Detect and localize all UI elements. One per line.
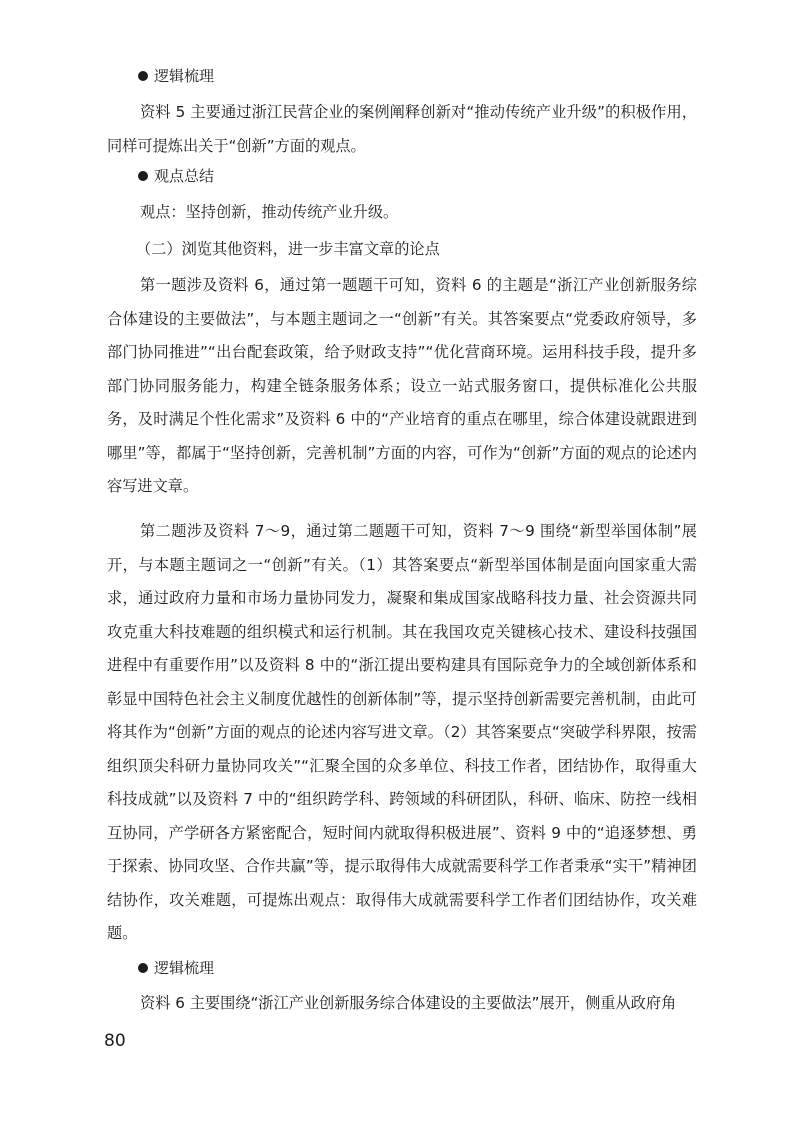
logic-review-heading-2 [138,958,214,978]
viewpoint-summary-text: 观点：坚持创新，推动传统产业升级。 [140,203,399,221]
logic-review-paragraph-2: 资料 6 主要围绕“浙江产业创新服务综合体建设的主要做法”展开，侧重从政府角 [140,994,677,1012]
logic-review-paragraph-1: 资料 5 主要通过浙江民营企业的案例阐释创新对“推动传统产业升级”的积极作用，同样可提炼出关于“创新”方面的观点。 [107,103,697,155]
heading-text: 逻辑梳理 [154,67,215,85]
heading-text: 观点总结 [154,167,215,185]
page-number: 80 [104,1031,126,1051]
heading-text: 逻辑梳理 [154,959,215,977]
subsection-title: （二）浏览其他资料，进一步丰富文章的论点 [136,240,440,258]
bullet-icon [138,963,148,973]
paragraph-material-6: 第一题涉及资料 6，通过第一题题干可知，资料 6 的主题是“浙江产业创新服务综合体建设的主要做法”，与本题主题词之一“创新”有关。其答案要点“党委政府领导，多部门协同推进”“出台配套政策，给予财政支持”“优化营商环境。运用科技手段，提升多部门协同服务能力，构建全链条服务体系；设立一站式服务窗口，提供标准化公共服务，及时满足个性化需求”及资料 6 中的“产业培育的重点在哪里，综合体建设就跟进到哪里”等，都属于“坚持创新，完善机制”方面的内容，可作为“创新”方面的观点的论述内容写进文章。 [107,276,697,495]
logic-review-heading-1 [138,66,214,86]
paragraph-materials-7-9: 第二题涉及资料 7～9，通过第二题题干可知，资料 7～9 围绕“新型举国体制”展开，与本题主题词之一“创新”有关。（1）其答案要点“新型举国体制是面向国家重大需求，通过政府力量和市场力量协同发力，凝聚和集成国家战略科技力量、社会资源共同攻克重大科技难题的组织模式和运行机制。其在我国攻克关键核心技术、建设科技强国进程中有重要作用”以及资料 8 中的“浙江提出要构建具有国际竞争力的全域创新体系和彰显中国特色社会主义制度优越性的创新体制”等，提示坚持创新需要完善机制，由此可将其作为“创新”方面的观点的论述内容写进文章。（2）其答案要点“突破学科界限，按需组织顶尖科研力量协同攻关”“汇聚全国的众多单位、科技工作者，团结协作，取得重大科技成就”以及资料 7 中的“组织跨学科、跨领域的科研团队，科研、临床、防控一线相互协同，产学研各方紧密配合，短时间内就取得积极进展”、资料 9 中的“追逐梦想、勇于探索、协同攻坚、合作共赢”等，提示取得伟大成就需要科学工作者秉承“实干”精神团结协作，攻关难题，可提炼出观点：取得伟大成就需要科学工作者们团结协作，攻关难题。 [107,522,697,942]
bullet-icon [138,71,148,81]
bullet-icon [138,171,148,181]
viewpoint-summary-heading [138,166,214,186]
